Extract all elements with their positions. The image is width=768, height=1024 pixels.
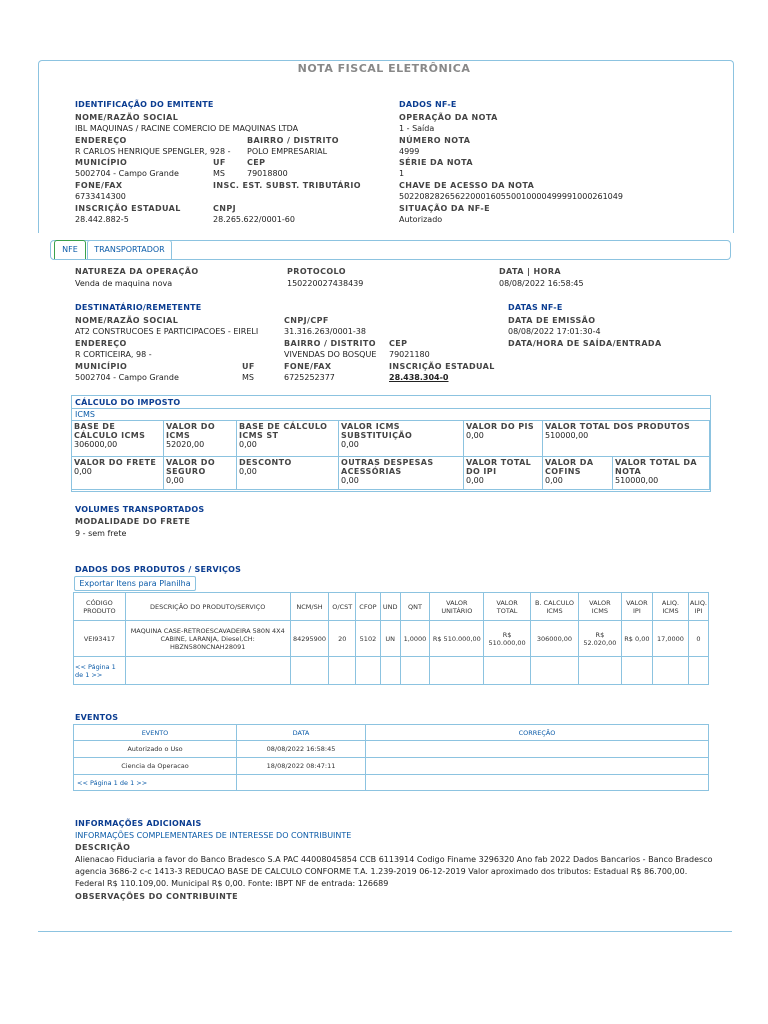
total-ipi-label: VALOR TOTAL DO IPI [466, 458, 532, 476]
col-header: DATA [237, 725, 366, 741]
numero-nota-label: NÚMERO NOTA [399, 136, 471, 145]
emitente-municipio-label: MUNICÍPIO [75, 158, 128, 167]
pagination-row [74, 775, 709, 791]
emitente-endereco: R CARLOS HENRIQUE SPENGLER, 928 - [75, 147, 231, 156]
eventos-pagination[interactable]: << Página 1 de 1 >> [74, 775, 237, 791]
destinatario-section-title: DESTINATÁRIO/REMETENTE [75, 303, 202, 312]
dest-nome-label: NOME/RAZÃO SOCIAL [75, 316, 179, 325]
base-icms-value: 306000,00 [74, 440, 118, 449]
empty-cell [329, 657, 356, 685]
table-row [74, 621, 709, 657]
frete-label: VALOR DO FRETE [74, 458, 157, 467]
cell-valor-total: R$ 510.000,00 [484, 621, 531, 657]
produtos-section-title: DADOS DOS PRODUTOS / SERVIÇOS [75, 565, 242, 574]
cell-base-icms: 306000,00 [530, 621, 578, 657]
operacao-label: OPERAÇÃO DA NOTA [399, 113, 498, 122]
total-produtos-value: 510000,00 [545, 431, 589, 440]
col-header: UND [380, 593, 400, 621]
cofins-label: VALOR DA COFINS [545, 458, 594, 476]
dest-ie-link[interactable]: 28.438.304-0 [389, 373, 449, 382]
operacao-value: 1 - Saída [399, 124, 435, 133]
frete-value: 0,00 [74, 467, 92, 476]
descricao-text: Alienacao Fiduciaria a favor do Banco Bradesco S.A PAC 44008045854 CCB 6113914 Codigo Finame 3296320 Ano fab 2022 Dados Bancarios - Banco Bradesco agencia 3686-2 c-c 1413-3 REDUCAO BASE DE CALCULO CONFORME T.A. 1.239-2019 06-12-2019 Valor aproximado dos tributos: Estadual R$ 86.700,00. Federal R$ 110.109,00. Municipal R$ 0,00. Fonte: IBPT NF de entrada: 126689 [75, 855, 713, 888]
serie-label: SÉRIE DA NOTA [399, 158, 473, 167]
valor-icms-label: VALOR DO ICMS [166, 422, 216, 440]
evento-correcao [366, 741, 709, 758]
export-items-button[interactable]: Exportar Itens para Planilha [74, 576, 196, 591]
table-row [74, 741, 709, 758]
eventos-section-title: EVENTOS [75, 713, 119, 722]
info-subtitle: INFORMAÇÕES COMPLEMENTARES DE INTERESSE DO CONTRIBUINTE [75, 831, 352, 840]
produtos-header-row [74, 593, 709, 621]
dest-bairro: VIVENDAS DO BOSQUE [284, 350, 377, 359]
valor-pis-label: VALOR DO PIS [466, 422, 535, 431]
protocolo-label: PROTOCOLO [287, 267, 346, 276]
base-icms-st-value: 0,00 [239, 440, 257, 449]
empty-cell [356, 657, 381, 685]
chave-label: CHAVE DE ACESSO DA NOTA [399, 181, 535, 190]
total-produtos-label: VALOR TOTAL DOS PRODUTOS [545, 422, 691, 431]
dest-cnpj-label: CNPJ/CPF [284, 316, 329, 325]
produtos-table [73, 592, 709, 685]
volumes-section-title: VOLUMES TRANSPORTADOS [75, 505, 205, 514]
chave-acesso: 50220828265622000160550010000499991000261049 [399, 192, 623, 201]
tab-transportador[interactable]: TRANSPORTADOR [87, 240, 172, 259]
col-header: B. CALCULO ICMS [530, 593, 578, 621]
eventos-header-row [74, 725, 709, 741]
total-ipi-value: 0,00 [466, 476, 484, 485]
cell-ncm: 84295900 [290, 621, 329, 657]
dest-uf-label: UF [242, 362, 255, 371]
produtos-pagination[interactable]: << Página 1 de 1 >> [74, 657, 126, 685]
empty-cell [380, 657, 400, 685]
data-emissao-label: DATA DE EMISSÃO [508, 316, 596, 325]
natureza-value: Venda de maquina nova [75, 279, 173, 288]
evento-data: 08/08/2022 16:58:45 [237, 741, 366, 758]
protocolo-value: 150220027438439 [287, 279, 364, 288]
emitente-uf: MS [213, 169, 225, 178]
col-header: CORREÇÃO [366, 725, 709, 741]
cell-aliq-ipi: 0 [688, 621, 708, 657]
cell-und: UN [380, 621, 400, 657]
dest-cep: 79021180 [389, 350, 430, 359]
valor-icms-st-value: 0,00 [341, 440, 359, 449]
emitente-municipio: 5002704 - Campo Grande [75, 169, 179, 178]
empty-cell [621, 657, 652, 685]
empty-cell [484, 657, 531, 685]
data-hora-label: DATA | HORA [499, 267, 561, 276]
emitente-uf-label: UF [213, 158, 226, 167]
dest-ie-label: INSCRIÇÃO ESTADUAL [389, 362, 495, 371]
numero-nota: 4999 [399, 147, 420, 156]
datas-section-title: DATAS NF-E [508, 303, 563, 312]
cell-aliq-icms: 17,0000 [653, 621, 689, 657]
situacao-label: SITUAÇÃO DA NF-E [399, 204, 491, 213]
col-header: NCM/SH [290, 593, 329, 621]
dest-cep-label: CEP [389, 339, 408, 348]
col-header: QNT [400, 593, 430, 621]
desconto-label: DESCONTO [239, 458, 292, 467]
dest-endereco: R CORTICEIRA, 98 - [75, 350, 152, 359]
base-icms-st-label: BASE DE CÁLCULO ICMS ST [239, 422, 328, 440]
total-nota-value: 510000,00 [615, 476, 659, 485]
col-header: VALOR IPI [621, 593, 652, 621]
cell-codigo: VEI93417 [74, 621, 126, 657]
empty-cell [125, 657, 290, 685]
observacoes-label: OBSERVAÇÕES DO CONTRIBUINTE [75, 892, 238, 901]
cell-qnt: 1,0000 [400, 621, 430, 657]
emitente-bairro-label: BAIRRO / DISTRITO [247, 136, 339, 145]
situacao-value: Autorizado [399, 215, 443, 224]
dados-nfe-section-title: DADOS NF-E [399, 100, 457, 109]
emitente-fone: 6733414300 [75, 192, 126, 201]
empty-cell [237, 775, 366, 791]
table-row [74, 758, 709, 775]
cell-valor-icms: R$ 52.020,00 [579, 621, 622, 657]
evento-data: 18/08/2022 08:47:11 [237, 758, 366, 775]
col-header: ALIQ. ICMS [653, 593, 689, 621]
col-header: VALOR UNITÁRIO [430, 593, 484, 621]
emitente-section-title: IDENTIFICAÇÃO DO EMITENTE [75, 100, 214, 109]
cofins-value: 0,00 [545, 476, 563, 485]
emitente-endereco-label: ENDEREÇO [75, 136, 127, 145]
imposto-row-1 [71, 420, 710, 457]
modalidade-frete: 9 - sem frete [75, 529, 127, 538]
total-nota-label: VALOR TOTAL DA NOTA [615, 458, 697, 476]
data-hora-value: 08/08/2022 16:58:45 [499, 279, 584, 288]
imposto-section-title: CÁLCULO DO IMPOSTO [75, 398, 181, 407]
dest-fone-label: FONE/FAX [284, 362, 332, 371]
valor-icms-st-label: VALOR ICMS SUBSTITUIÇÃO [341, 422, 413, 440]
emitente-cnpj-label: CNPJ [213, 204, 237, 213]
dest-municipio-label: MUNICÍPIO [75, 362, 128, 371]
empty-cell [653, 657, 689, 685]
dest-fone: 6725252377 [284, 373, 335, 382]
col-header: CFOP [356, 593, 381, 621]
dest-cnpj: 31.316.263/0001-38 [284, 327, 366, 336]
bottom-divider [38, 931, 732, 932]
empty-cell [290, 657, 329, 685]
cell-descricao: MAQUINA CASE-RETROESCAVADEIRA 580N 4X4 CABINE, LARANJA, Diesel,CH: HBZN580NCNAH28091 [125, 621, 290, 657]
info-section-title: INFORMAÇÕES ADICIONAIS [75, 819, 202, 828]
empty-cell [366, 775, 709, 791]
emitente-cnpj: 28.265.622/0001-60 [213, 215, 295, 224]
cell-cst: 20 [329, 621, 356, 657]
col-header: VALOR ICMS [579, 593, 622, 621]
dest-bairro-label: BAIRRO / DISTRITO [284, 339, 376, 348]
outras-despesas-label: OUTRAS DESPESAS ACESSÓRIAS [341, 458, 434, 476]
emitente-ie-label: INSCRIÇÃO ESTADUAL [75, 204, 181, 213]
emitente-ie: 28.442.882-5 [75, 215, 129, 224]
emitente-bairro: POLO EMPRESARIAL [247, 147, 328, 156]
empty-cell [579, 657, 622, 685]
empty-cell [530, 657, 578, 685]
evento-name: Autorizado o Uso [74, 741, 237, 758]
data-saida-label: DATA/HORA DE SAÍDA/ENTRADA [508, 339, 662, 348]
col-header: EVENTO [74, 725, 237, 741]
cell-valor-ipi: R$ 0,00 [621, 621, 652, 657]
col-header: CÓDIGO PRODUTO [74, 593, 126, 621]
empty-cell [430, 657, 484, 685]
valor-pis-value: 0,00 [466, 431, 484, 440]
natureza-label: NATUREZA DA OPERAÇÃO [75, 267, 199, 276]
emitente-nome-label: NOME/RAZÃO SOCIAL [75, 113, 179, 122]
tab-nfe[interactable]: NFE [54, 240, 86, 259]
dest-endereco-label: ENDEREÇO [75, 339, 127, 348]
cell-valor-unitario: R$ 510.000,00 [430, 621, 484, 657]
descricao-label: DESCRIÇÃO [75, 843, 131, 852]
emitente-insc-st-label: INSC. EST. SUBST. TRIBUTÁRIO [213, 181, 361, 190]
desconto-value: 0,00 [239, 467, 257, 476]
dest-municipio: 5002704 - Campo Grande [75, 373, 179, 382]
base-icms-label: BASE DE CÁLCULO ICMS [74, 422, 146, 440]
emitente-nome: IBL MAQUINAS / RACINE COMERCIO DE MAQUINAS LTDA [75, 124, 299, 133]
dest-uf: MS [242, 373, 254, 382]
outras-despesas-value: 0,00 [341, 476, 359, 485]
cell-cfop: 5102 [356, 621, 381, 657]
empty-cell [688, 657, 708, 685]
evento-name: Ciencia da Operacao [74, 758, 237, 775]
data-emissao: 08/08/2022 17:01:30-4 [508, 327, 601, 336]
eventos-table [73, 724, 709, 791]
empty-cell [400, 657, 430, 685]
col-header: VALOR TOTAL [484, 593, 531, 621]
evento-correcao [366, 758, 709, 775]
imposto-row-2 [71, 456, 710, 490]
emitente-fone-label: FONE/FAX [75, 181, 123, 190]
seguro-label: VALOR DO SEGURO [166, 458, 216, 476]
dest-nome: AT2 CONSTRUCOES E PARTICIPACOES - EIRELI [75, 327, 259, 336]
emitente-cep-label: CEP [247, 158, 266, 167]
pagination-row [74, 657, 709, 685]
col-header: ALIQ. IPI [688, 593, 708, 621]
icms-label: ICMS [75, 410, 95, 419]
page-title: NOTA FISCAL ELETRÔNICA [297, 62, 471, 75]
col-header: DESCRIÇÃO DO PRODUTO/SERVIÇO [125, 593, 290, 621]
serie-value: 1 [399, 169, 405, 178]
emitente-cep: 79018800 [247, 169, 288, 178]
modalidade-frete-label: MODALIDADE DO FRETE [75, 517, 191, 526]
col-header: O/CST [329, 593, 356, 621]
valor-icms-value: 52020,00 [166, 440, 205, 449]
seguro-value: 0,00 [166, 476, 184, 485]
